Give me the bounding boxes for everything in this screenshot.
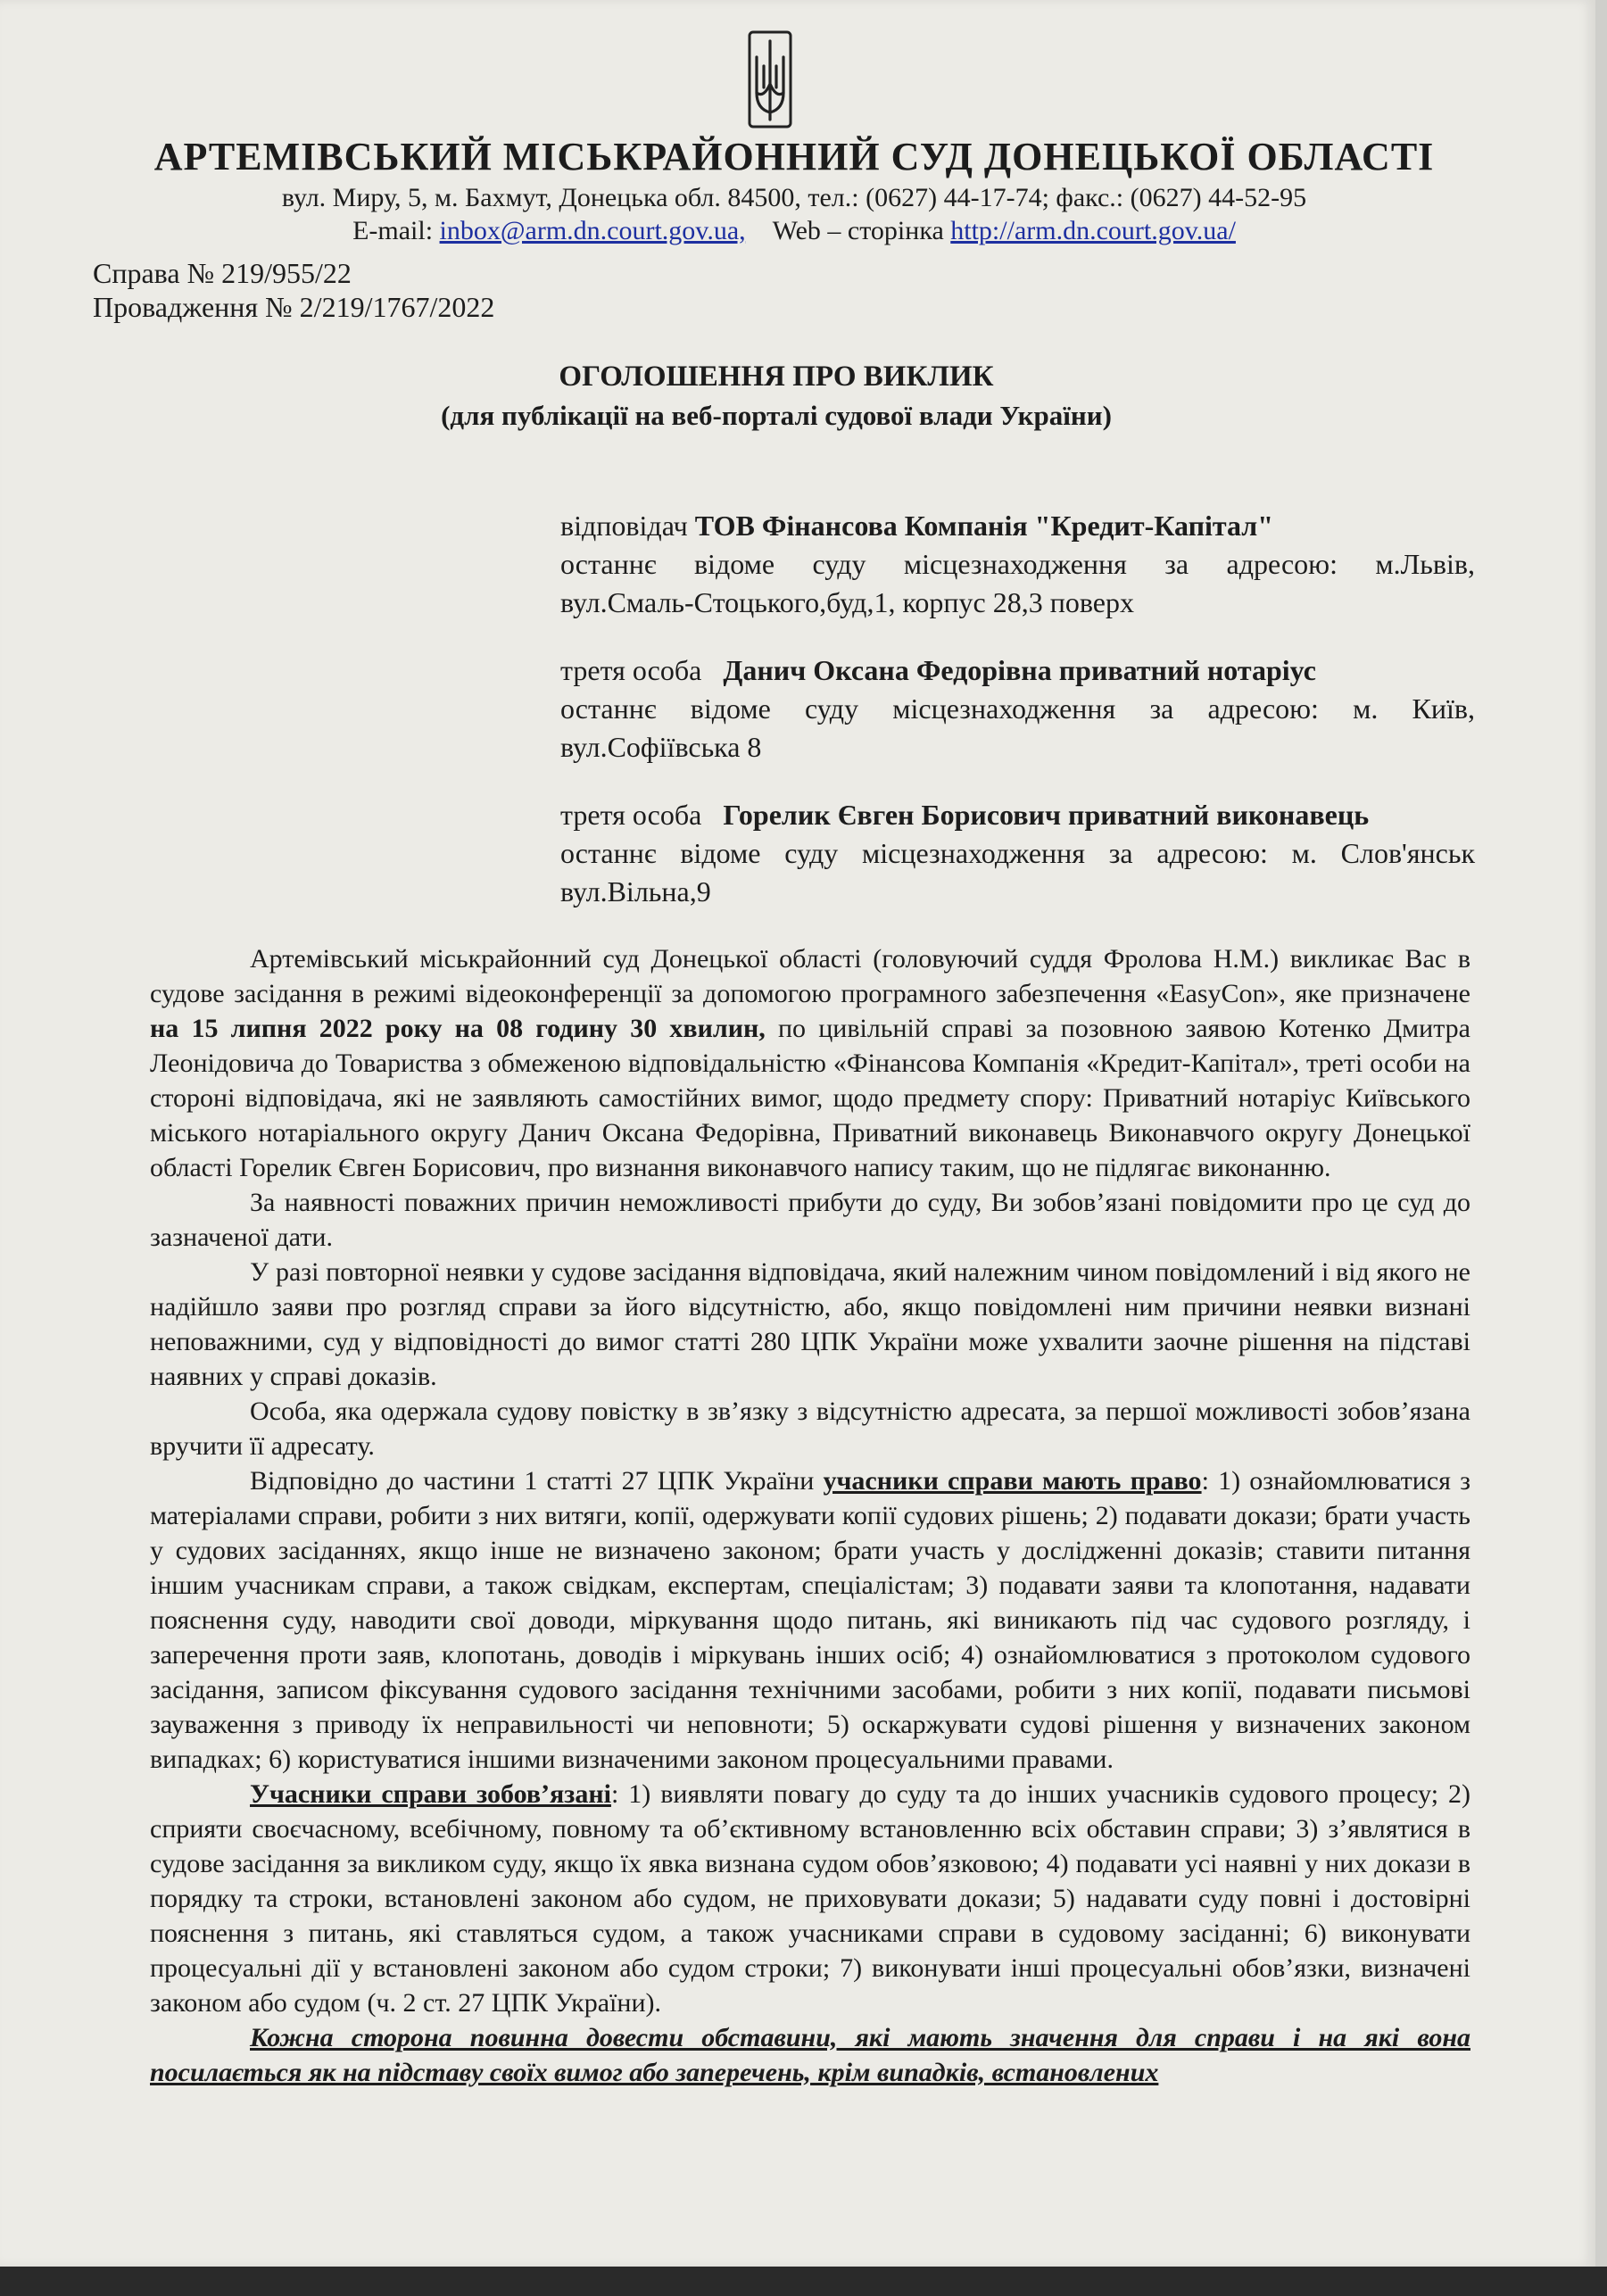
party-role: третя особа bbox=[560, 799, 702, 831]
party-address-line: вул.Смаль-Стоцького,буд,1, корпус 28,3 поверх bbox=[560, 586, 1134, 618]
party-third-executor bbox=[560, 796, 1475, 911]
court-name: АРТЕМІВСЬКИЙ МІСЬКРАЙОННИЙ СУД ДОНЕЦЬКОЇ ОБЛАСТІ bbox=[153, 135, 1435, 178]
announcement-body bbox=[150, 941, 1470, 2090]
screen-bottom-bar bbox=[0, 2267, 1607, 2296]
party-third-notary bbox=[560, 651, 1475, 767]
party-address-line: останнє відоме суду місцезнаходження за адресою: м. Київ, bbox=[560, 692, 1475, 725]
announcement-title: ОГОЛОШЕННЯ ПРО ВИКЛИК bbox=[559, 361, 994, 393]
party-defendant bbox=[560, 507, 1475, 622]
party-name: ТОВ Фінансова Компанія "Кредит-Капітал" bbox=[694, 510, 1274, 542]
obligations-heading: Учасники справи зобов’язані bbox=[250, 1779, 611, 1809]
party-name: Горелик Євген Борисович приватний виконавець bbox=[723, 799, 1370, 831]
party-address-line: останнє відоме суду місцезнаходження за адресою: м. Слов'янськ bbox=[560, 837, 1475, 869]
website-link[interactable]: http://arm.dn.court.gov.ua/ bbox=[950, 216, 1236, 245]
party-address-line: вул.Вільна,9 bbox=[560, 875, 711, 908]
paragraph-rights: Відповідно до частини 1 статті 27 ЦПК України учасники справи мають право: 1) ознайомлюватися з матеріалами справи, робити з них витяги, копії, одержувати копії судових рішень; 2) подавати докази; брати участь у судових засіданнях, якщо інше не визначено законом; брати участь у дослідженні доказів; ставити питання іншим учасникам справи, а також свідкам, експертам, спеціалістам; 3) подавати заяви та клопотання, надавати пояснення суду, наводити свої доводи, міркування щодо питань, які виникають під час судового розгляду, і заперечення проти заяв, клопотань, доводів і міркувань інших осіб; 4) ознайомлюватися з протоколом судового засідання, записом фіксування судового засідання технічними засобами, робити з них копії, подавати письмові зауваження з приводу їх неправильності чи неповноти; 5) оскаржувати судові рішення у визначених законом випадках; 6) користуватися іншими визначеними законом процесуальними правами. bbox=[150, 1466, 1470, 1774]
party-role: третя особа bbox=[560, 654, 702, 686]
web-label: Web – сторінка bbox=[772, 216, 944, 245]
email-link[interactable]: inbox@arm.dn.court.gov.ua, bbox=[439, 216, 746, 245]
rights-heading: учасники справи мають право bbox=[823, 1466, 1202, 1496]
party-address-line: останнє відоме суду місцезнаходження за адресою: м.Львів, bbox=[560, 548, 1475, 580]
court-address: вул. Миру, 5, м. Бахмут, Донецька обл. 84500, тел.: (0627) 44-17-74; факс.: (0627) 44-52-95 bbox=[281, 183, 1307, 212]
email-label: E-mail: bbox=[352, 216, 434, 245]
trident-emblem-icon bbox=[748, 30, 792, 128]
court-contacts bbox=[125, 216, 1463, 246]
proceeding-number: Провадження № 2/219/1767/2022 bbox=[93, 291, 495, 323]
party-name: Данич Оксана Федорівна приватний нотаріус bbox=[723, 654, 1316, 686]
case-number: Справа № 219/955/22 bbox=[93, 257, 352, 289]
party-address-line: вул.Софіївська 8 bbox=[560, 731, 762, 763]
paragraph-default-judgment: У разі повторної неявки у судове засідання відповідача, який належним чином повідомлений і від якого не надійшло заяви про розгляд справи за його відсутністю, або, якщо повідомлені ним причини неявки визнані неповажними, суд у відповідності до вимог статті 280 ЦПК України може ухвалити заочне рішення на підставі наявних у справі доказів. bbox=[150, 1257, 1470, 1391]
paragraph-burden-of-proof: Кожна сторона повинна довести обставини, які мають значення для справи і на які вона посилається як на підставу своїх вимог або заперечень, крім випадків, встановлених bbox=[150, 2023, 1470, 2087]
party-role: відповідач bbox=[560, 510, 688, 542]
announcement-subtitle: (для публікації на веб-порталі судової влади України) bbox=[441, 400, 1112, 431]
paragraph-notify: За наявності поважних причин неможливості прибути до суду, Ви зобов’язані повідомити про це суд до зазначеної дати. bbox=[150, 1188, 1470, 1252]
paragraph-obligations: Учасники справи зобов’язані: 1) виявляти повагу до суду та до інших учасників судового процесу; 2) сприяти своєчасному, всебічному, повному та об’єктивному встановленню всіх обставин справи; 3) з’являтися в судове засідання за викликом суду, якщо їх явка визнана судом обов’язковою; 4) подавати усі наявні у них докази в порядку та строки, встановлені законом або судом, не приховувати докази; 5) надавати суду повні і достовірні пояснення з питань, які ставляться судом, а також учасниками справи в судовому засіданні; 6) виконувати процесуальні дії у встановлені законом або судом строки; 7) виконувати інші процесуальні обов’язки, визначені законом або судом (ч. 2 ст. 27 ЦПК України). bbox=[150, 1779, 1471, 2018]
paragraph-subpoena: Особа, яка одержала судову повістку в зв’язку з відсутністю адресата, за першої можливості зобов’язана вручити її адресату. bbox=[150, 1397, 1470, 1461]
paragraph-summons: Артемівський міськрайонний суд Донецької області (головуючий суддя Фролова Н.М.) викликає Вас в судове засідання в режимі відеоконференції за допомогою програмного забезпечення «EasyCon», яке призначене на 15 липня 2022 року на 08 годину 30 хвилин, по цивільній справі за позовною заявою Котенко Дмитра Леонідовича до Товариства з обмеженою відповідальністю «Фінансова Компанія «Кредит-Капітал», треті особи на стороні відповідача, які не заявляють самостійних вимог, щодо предмету спору: Приватний нотаріус Київського міського нотаріального округу Данич Оксана Федорівна, Приватний виконавець Виконавчого округу Донецької області Горелик Євген Борисович, про визнання виконавчого напису таким, що не підлягає виконанню. bbox=[150, 944, 1470, 1182]
page-edge bbox=[1595, 0, 1607, 2267]
hearing-date: на 15 липня 2022 року на 08 годину 30 хвилин, bbox=[150, 1014, 766, 1043]
